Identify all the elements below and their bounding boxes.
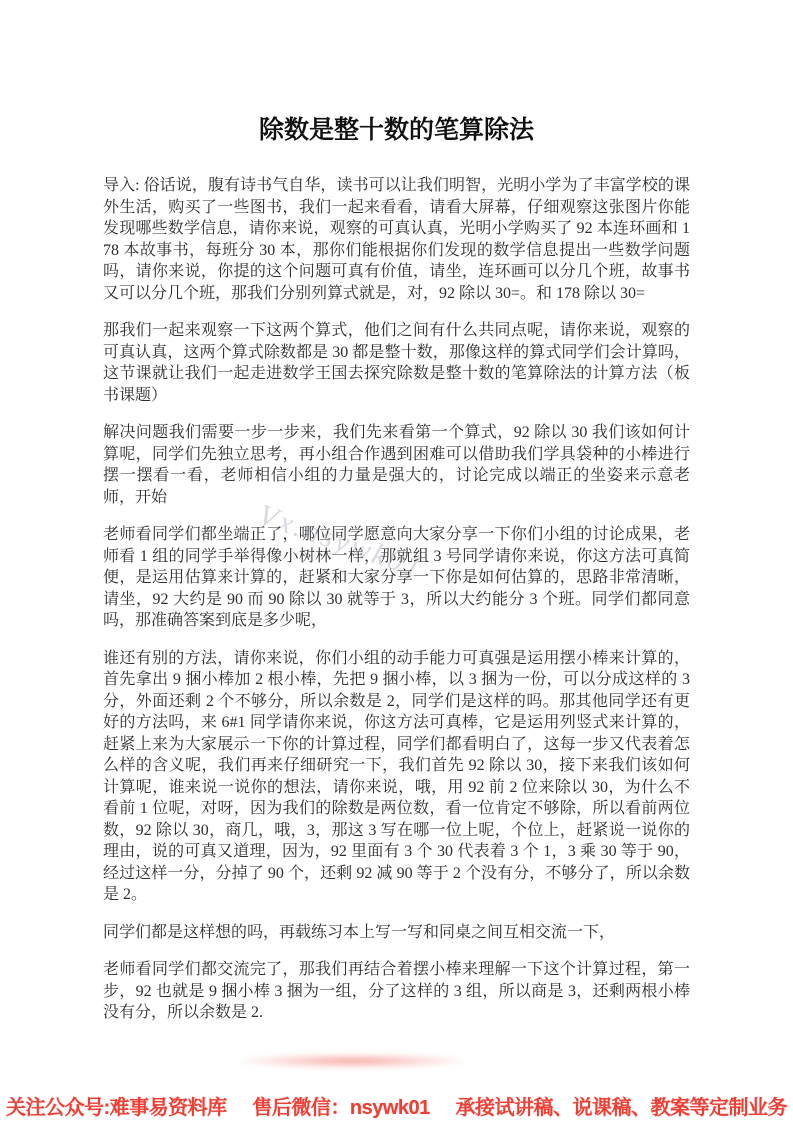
paragraph-solve-step-by-step: 解决问题我们需要一步一步来，我们先来看第一个算式，92 除以 30 我们该如何计算呢，同学们先独立思考，再小组合作遇到困难可以借助我们学具袋种的小棒进行摆一摆看一看，老师相信小组的力量是强大的，讨论完成以端正的坐姿来示意老师，开始 xyxy=(103,424,690,506)
footer-official-account: 关注公众号:难事易资料库 xyxy=(6,1096,227,1119)
document-content xyxy=(103,110,690,1040)
paragraph-summary: 老师看同学们都交流完了，那我们再结合着摆小棒来理解一下这个计算过程，第一步，92 也就是 9 捆小棒 3 捆为一组，分了这样的 3 组，所以商是 3，还剩两根小棒没有分，所以余数是 2. xyxy=(103,961,690,1021)
paragraph-practice: 同学们都是这样想的吗，再载练习本上写一写和同桌之间互相交流一下， xyxy=(103,923,616,941)
red-smudge-artifact xyxy=(235,1054,470,1068)
document-title: 除数是整十数的笔算除法 xyxy=(258,117,534,144)
paragraph-group-sharing: 老师看同学们都坐端正了，哪位同学愿意向大家分享一下你们小组的讨论成果，老师看 1 组的同学手举得像小树林一样，那就组 3 号同学请你来说，你这方法可真简便，是运用估算来计算的，赶紧和大家分享一下你是如何估算的，思路非常清晰，请坐，92 大约是 90 而 90 除以 30 就等于 3，所以大约能分 3 个班。同学们都同意吗，那准确答案到底是多少呢， xyxy=(103,526,690,629)
footer-wechat-id: 售后微信：nsywk01 xyxy=(252,1096,430,1119)
footer-services: 承接试讲稿、说课稿、教案等定制业务 xyxy=(455,1096,787,1119)
paragraph-other-methods: 谁还有别的方法，请你来说，你们小组的动手能力可真强是运用摆小棒来计算的，首先拿出 9 捆小棒加 2 根小棒，先把 9 捆小棒，以 3 捆为一份，可以分成这样的 3 分，外面还剩 2 个不够分，所以余数是 2，同学们是这样的吗。那其他同学还有更好的方法吗，来 6#1 同学请你来说，你这方法可真棒，它是运用列竖式来计算的，赶紧上来为大家展示一下你的计算过程，同学们都看明白了，这每一步又代表着怎么样的含义呢，我们再来仔细研究一下，我们首先 92 除以 30，接下来我们该如何计算呢，谁来说一说你的想法，请你来说，哦，用 92 前 2 位来除以 30，为什么不看前 1 位呢，对呀，因为我们的除数是两位数，看一位肯定不够除，所以看前两位数，92 除以 30，商几，哦，3，那这 3 写在哪一位上呢，个位上，赶紧说一说你的理由，说的可真又道理，因为，92 里面有 3 个 30 代表着 3 个 1，3 乘 30 等于 90，经过这样一分，分掉了 90 个，还剩 92 减 90 等于 2 个没有分，不够分了，所以余数是 2。 xyxy=(103,649,690,903)
paragraph-intro: 导入: 俗话说，腹有诗书气自华，读书可以让我们明智，光明小学为了丰富学校的课外生活，购买了一些图书，我们一起来看看，请看大屏幕，仔细观察这张图片你能发现哪些数学信息，请你来说，观察的可真认真，光明小学购买了 92 本连环画和 178 本故事书，每班分 30 本，那你们能根据你们发现的数学信息提出一些数学问题吗，请你来说，你提的这个问题可真有价值，请坐，连环画可以分几个班，故事书又可以分几个班，那我们分别列算式就是，对，92 除以 30=。和 178 除以 30= xyxy=(103,177,690,302)
wechat-watermark: Vx.nsywk01 xyxy=(254,498,429,586)
footer-banner xyxy=(0,1091,793,1119)
paragraph-observe-expressions: 那我们一起来观察一下这两个算式，他们之间有什么共同点呢，请你来说，观察的可真认真，这两个算式除数都是 30 都是整十数，那像这样的算式同学们会计算吗，这节课就让我们一起走进数学王国去探究除数是整十数的笔算除法的计算方法（板书课题） xyxy=(103,322,690,404)
